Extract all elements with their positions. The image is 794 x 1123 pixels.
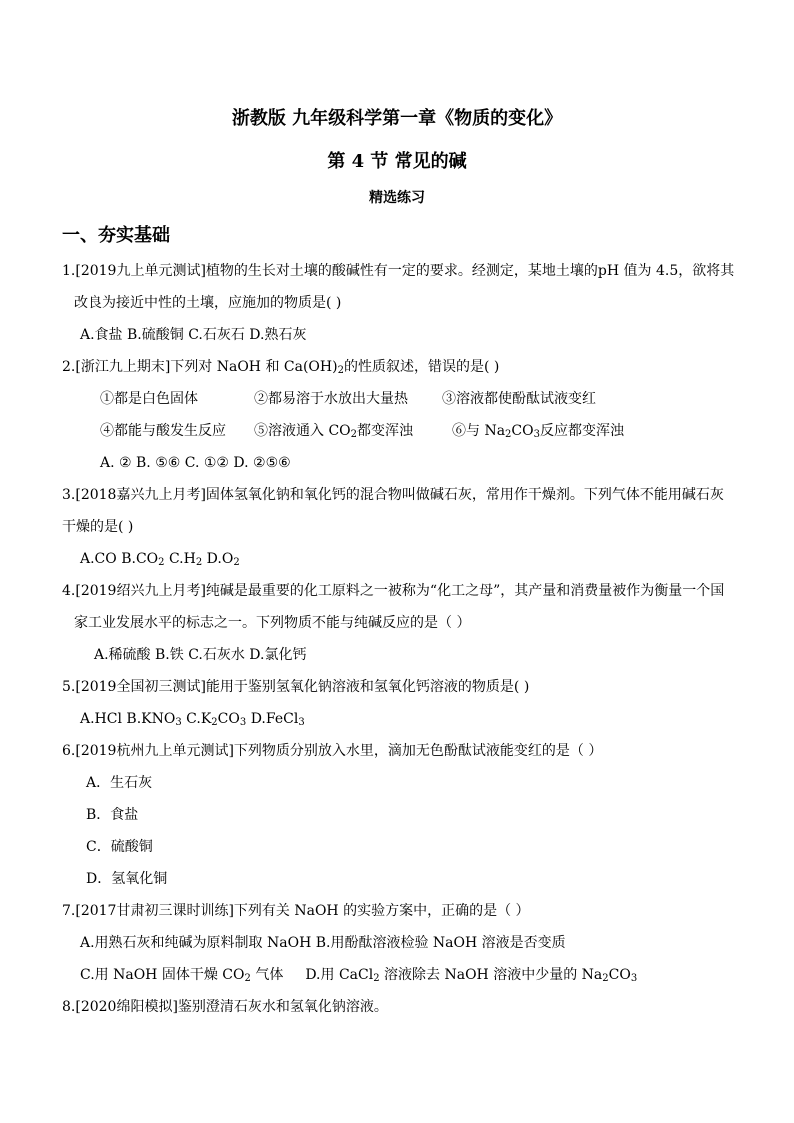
q5-opt-b-sub1: 2 [211,717,218,728]
q7-opt-c-a: C.用 NaOH 固体干燥 CO [80,967,245,983]
q2-statement-4: ④都能与酸发生反应 [100,423,226,439]
q7-opt-d-sub2: 2 [602,973,609,984]
q5-opt-b2: CO [217,711,240,727]
q7-opt-d-b: 溶液除去 NaOH 溶液中少量的 Na [379,967,603,983]
q3-options [80,549,240,573]
q7-opt-d-c: CO [608,967,631,983]
q7-opt-c-b: 气体 [250,967,284,983]
q3-opt-c-sub: 2 [233,557,240,568]
q4-stem-line2: 家工业发展水平的标志之一。下列物质不能与纯碱反应的是（ ） [74,615,471,631]
q3-stem-line2: 干燥的是( ) [62,519,134,535]
q5-stem: 5.[2019全国初三测试]能用于鉴别氢氧化钠溶液和氢氧化钙溶液的物质是( ) [62,679,530,695]
q6-option-d: D．氢氧化铜 [86,871,168,887]
q2-stem [62,357,499,381]
q7-opt-d-sub3: 3 [630,973,638,984]
q2-stem-b: 的性质叙述，错误的是( ) [343,359,500,375]
document-title: 浙教版 九年级科学第一章《物质的变化》 [231,108,563,129]
q5-opt-c-sub: 3 [298,717,305,728]
q5-opt-b-sub2: 3 [239,717,247,728]
q7-options-cd [80,965,637,989]
q6-stem: 6.[2019杭州九上单元测试]下列物质分别放入水里，滴加无色酚酞试液能变红的是（ ） [62,743,603,759]
q3-opt-b: C.H [164,551,196,567]
q3-opt-b-sub: 2 [195,557,203,568]
q5-options [80,709,305,733]
q4-stem-line1: 4.[2019绍兴九上月考]纯碱是最重要的化工原料之一被称为“化工之母”，其产量和消费量被作为衡量一个国 [62,583,725,599]
q6-option-c: C．硫酸铜 [86,839,153,855]
q2-statement-5 [254,421,413,445]
q7-opt-d-a: D.用 CaCl [305,967,374,983]
q2-s5-b: 都变浑浊 [357,423,414,439]
q4-options: A.稀硫酸 B.铁 C.石灰水 D.氯化钙 [94,647,307,663]
q5-opt-a-sub: 3 [175,717,182,728]
q8-stem: 8.[2020绵阳模拟]鉴别澄清石灰水和氢氧化钠溶液。 [62,999,388,1015]
q3-opt-a: A.CO B.CO [80,551,159,567]
q1-options: A.食盐 B.硫酸铜 C.石灰石 D.熟石灰 [80,327,307,343]
q2-s6-sub1: 2 [505,429,512,440]
q2-s5-sub: 2 [350,429,358,440]
part-heading: 一、夯实基础 [62,225,170,246]
q6-option-a: A．生石灰 [86,775,153,791]
q1-stem-line2: 改良为接近中性的土壤，应施加的物质是( ) [74,295,342,311]
q5-opt-c: D.FeCl [246,711,299,727]
q2-stem-sub: 2 [337,365,344,376]
q5-opt-a: A.HCl B.KNO [80,711,176,727]
q2-s6-c: 反应都变浑浊 [540,423,624,439]
q2-s6-sub2: 3 [533,429,540,440]
q7-options-ab: A.用熟石灰和纯碱为原料制取 NaOH B.用酚酞溶液检验 NaOH 溶液是否变质 [80,935,566,951]
q7-opt-c-sub: 2 [244,973,251,984]
section-title: 第 4 节 常见的碱 [327,151,467,172]
q3-opt-c: D.O [202,551,234,567]
q2-statement-6 [452,421,624,445]
q2-statement-1: ①都是白色固体 [100,391,198,407]
q3-stem-line1: 3.[2018嘉兴九上月考]固体氢氧化钠和氧化钙的混合物叫做碱石灰，常用作干燥剂。下列气体不能用碱石灰 [62,487,724,503]
q2-statement-2: ②都易溶于水放出大量热 [254,391,408,407]
q5-opt-b: C.K [181,711,212,727]
q2-s6-a: ⑥与 Na [452,423,506,439]
q2-s5-a: ⑤溶液通入 CO [254,423,351,439]
q7-opt-d-sub1: 2 [373,973,380,984]
q2-stem-a: 2.[浙江九上期末]下列对 NaOH 和 Ca(OH) [62,359,338,375]
document-subtitle: 精选练习 [369,190,425,206]
q7-stem: 7.[2017甘肃初三课时训练]下列有关 NaOH 的实验方案中，正确的是（ ） [62,903,530,919]
q2-statement-3: ③溶液都使酚酞试液变红 [442,391,596,407]
q6-option-b: B．食盐 [86,807,139,823]
q1-stem-line1: 1.[2019九上单元测试]植物的生长对土壤的酸碱性有一定的要求。经测定，某地土壤的pH 值为 4.5，欲将其 [62,263,735,279]
q2-s6-b: CO [511,423,534,439]
q2-options: A. ② B. ⑤⑥ C. ①② D. ②⑤⑥ [100,455,291,471]
q3-opt-a-sub: 2 [158,557,165,568]
